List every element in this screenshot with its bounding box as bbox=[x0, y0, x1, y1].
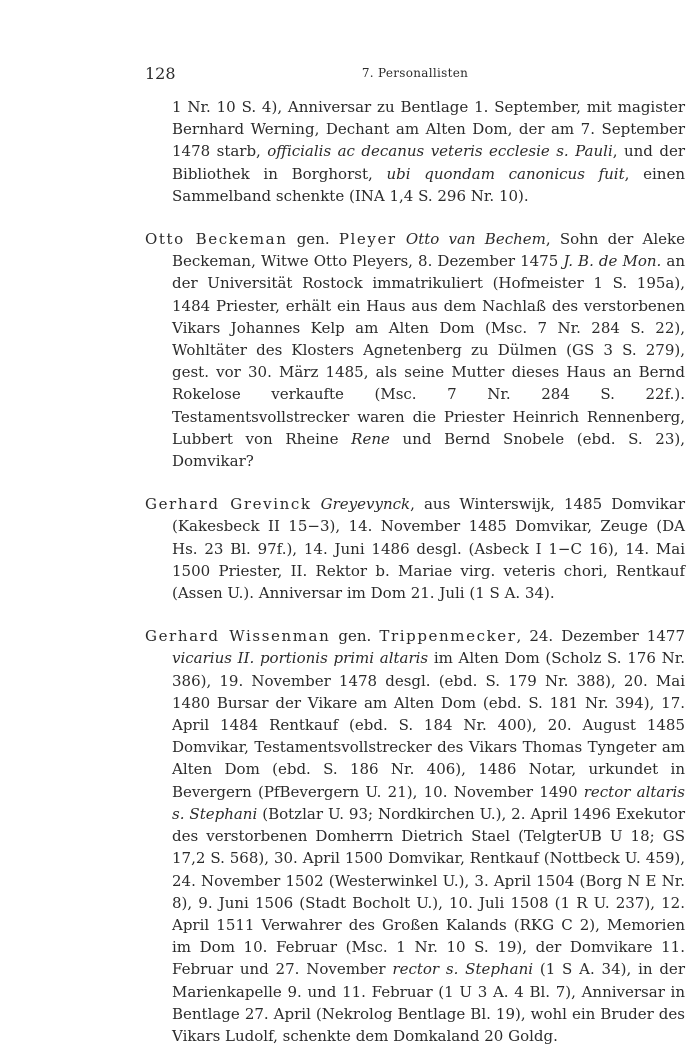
entry-continuation bbox=[145, 96, 685, 207]
running-head: 7. Personallisten bbox=[361, 66, 469, 80]
entry-text: (Botzlar U. 93; Nordkirchen U.), 2. April 1496 Exekutor des verstorbenen Domherrn Dietrich Stael (TelgterUB U 18; GS 17,2 S. 568), 30. April 1500 Domvikar, Rentkauf (Nottbeck U. 459), 24. November 1502 (Westerwinkel U.), 3. April 1504 (Borg N E Nr. 8), 9. Juni 1506 (Stadt Bocholt U.), 10. Juli 1508 (1 R U. 237), 12. April 1511 Verwahrer des Großen Kalands (RKG C 2), Memorien im Dom 10. Februar (Msc. 1 Nr. 10 S. 19), der Domvikare 11. Februar und 27. November bbox=[172, 804, 686, 979]
latin-phrase: Greyevynck bbox=[320, 495, 411, 514]
latin-phrase: vicarius II. portionis primi altaris bbox=[172, 649, 429, 668]
latin-phrase: rector altaris s. Stephani bbox=[172, 782, 686, 823]
latin-phrase: rector s. Stephani bbox=[392, 960, 534, 979]
person-name: Pleyer bbox=[338, 230, 397, 249]
entry-gerhard-grevinck bbox=[145, 493, 685, 604]
entry-text: , einen Sammelband schenkte (INA 1,4 S. 296 Nr. 10). bbox=[172, 164, 685, 205]
entry-text: , aus Winterswijk, 1485 Domvikar (Kakesbeck II 15−3), 14. November 1485 Domvikar, Zeuge (DA Hs. 23 Bl. 97f.), 14. Juni 1486 desgl. (Asbeck I 1−C 16), 14. Mai 1500 Priester, II. Rektor b. Mariae virg. veteris chori, Rentkauf (Assen U.). Anniversar im Dom 21. Juli (1 S A. 34). bbox=[172, 495, 685, 603]
person-name: Trippenmecker bbox=[379, 627, 517, 646]
entry-text: (1 S A. 34), in der Marienkapelle 9. und 11. Februar (1 U 3 A. 4 Bl. 7), Anniversar in Bentlage 27. April (Nekrolog Bentlage Bl. 19), wohl ein Bruder des Vikars Ludolf, schenkte dem Domkaland 20 Goldg. bbox=[172, 960, 685, 1045]
entry-text bbox=[397, 230, 406, 248]
entry-gerhard-wissenman bbox=[145, 625, 685, 1047]
person-name: Otto Beckeman bbox=[145, 230, 288, 249]
entry-text: , Sohn der Aleke Beckeman, Witwe Otto Pleyers, 8. Dezember 1475 bbox=[172, 230, 685, 271]
person-name: Gerhard Grevinck bbox=[145, 495, 312, 514]
entry-text: , 24. Dezember 1477 bbox=[516, 627, 685, 646]
latin-phrase: J. B. de Mon. bbox=[563, 252, 662, 271]
entry-otto-beckeman bbox=[145, 228, 685, 472]
page-header bbox=[145, 64, 685, 86]
latin-phrase: ubi quondam canonicus fuit bbox=[386, 164, 625, 183]
latin-phrase: officialis ac decanus veteris ecclesie s. Pauli bbox=[267, 142, 613, 161]
entry-text: 1 Nr. 10 S. 4), Anniversar zu Bentlage 1. September, mit magister Bernhard Werning, Dechant am Alten Dom, der am 7. September 1478 starb, bbox=[172, 98, 685, 161]
latin-phrase: Rene bbox=[351, 429, 390, 448]
person-name: Gerhard Wissenman bbox=[145, 627, 331, 646]
entry-text: an der Universität Rostock immatrikuliert (Hofmeister 1 S. 195a), 1484 Priester, erhält ein Haus aus dem Nachlaß des verstorbenen Vikars Johannes Kelp am Alten Dom (Msc. 7 Nr. 284 S. 22), Wohltäter des Klosters Agnetenberg zu Dülmen (GS 3 S. 279), gest. vor 30. März 1485, als seine Mutter dieses Haus an Bernd Rokelose verkaufte (Msc. 7 Nr. 284 S. 22f.). Testamentsvollstrecker waren die Priester Heinrich Rennenberg, Lubbert von Rheine bbox=[172, 252, 686, 448]
entry-text: gen. bbox=[287, 230, 339, 249]
entry-text: gen. bbox=[330, 627, 380, 646]
body-text bbox=[145, 96, 685, 1047]
page-number: 128 bbox=[145, 64, 176, 83]
latin-phrase: Otto van Bechem bbox=[405, 230, 546, 249]
entry-text: und Bernd Snobele (ebd. S. 23), Domvikar? bbox=[172, 429, 685, 471]
entry-text: , und der Bibliothek in Borghorst, bbox=[172, 142, 685, 183]
entry-text: im Alten Dom (Scholz S. 176 Nr. 386), 19. November 1478 desgl. (ebd. S. 179 Nr. 388), 20. Mai 1480 Bursar der Vikare am Alten Dom (ebd. S. 181 Nr. 394), 17. April 1484 Rentkauf (ebd. S. 184 Nr. 400), 20. August 1485 Domvikar, Testamentsvollstrecker des Vikars Thomas Tyngeter am Alten Dom (ebd. S. 186 Nr. 406), 1486 Notar, urkundet in Bevergern (PfBevergern U. 21), 10. November 1490 bbox=[172, 649, 685, 801]
entry-text bbox=[312, 495, 321, 513]
